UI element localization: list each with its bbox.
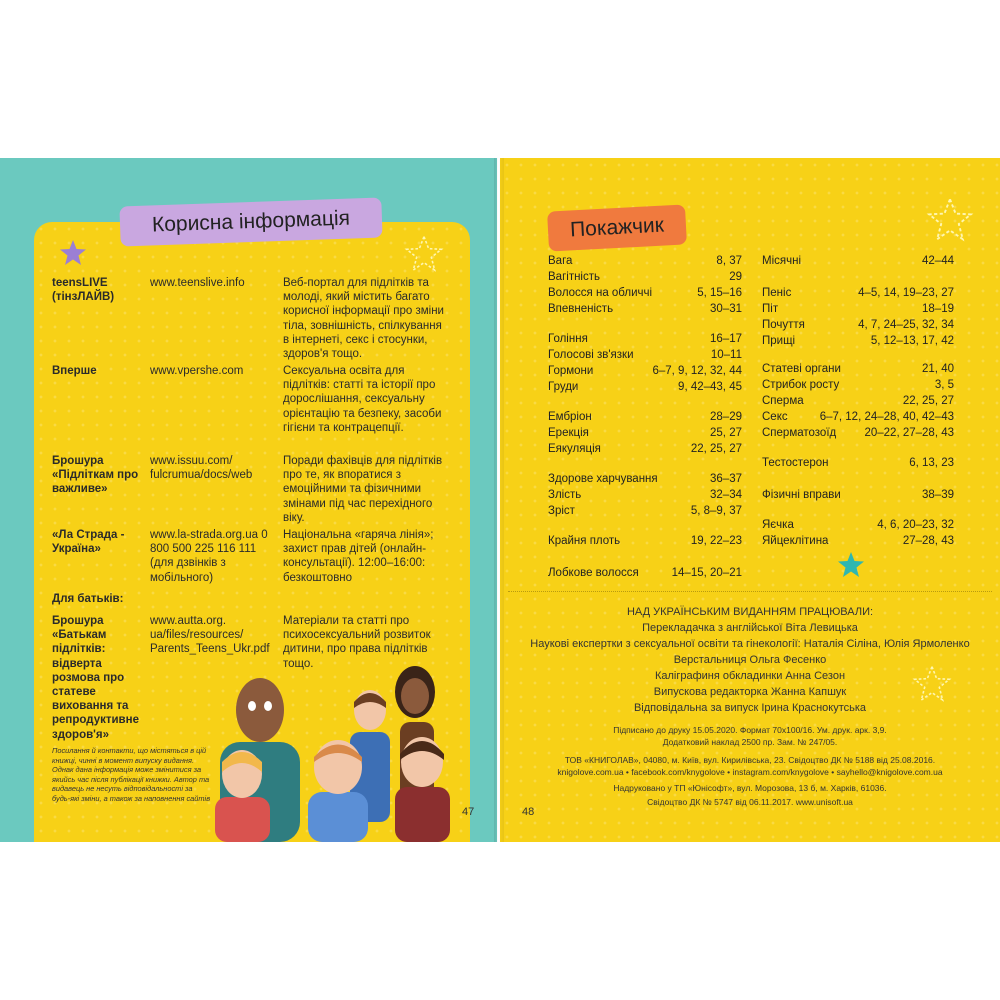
index-entry: Ембріон 28–29	[548, 411, 742, 423]
divider	[508, 591, 992, 592]
index-entry: Яєчка 4, 6, 20–23, 32	[762, 519, 954, 531]
resource-description: Національна «гаряча лінія»; захист прав дітей (онлайн-консультації). 12:00–16:00: безкоштовно	[283, 529, 434, 584]
resource-name: Брошура «Підліткам про важливе»	[52, 455, 139, 496]
imprint-line: knigolove.com.ua • facebook.com/knygolove • instagram.com/knygolove • sayhello@knigolove.com.ua	[557, 767, 943, 777]
index-entry: Вага 8, 37	[548, 255, 742, 267]
imprint-line: Свідоцтво ДК № 5747 від 06.11.2017. www.unisoft.ua	[647, 797, 853, 807]
imprint-line: ТОВ «КНИГОЛАВ», 04080, м. Київ, вул. Кирилівська, 23. Свідоцтво ДК № 5188 від 25.08.2016.	[564, 755, 936, 765]
index-entry: Крайня плоть 19, 22–23	[548, 535, 742, 547]
index-entry: Гоління 16–17	[548, 333, 742, 345]
imprint-line: Підписано до друку 15.05.2020. Формат 70x100/16. Ум. друк. арк. 3,9.	[613, 725, 887, 735]
credit-line: Випускова редакторка Жанна Капшук	[653, 686, 847, 698]
index-entry: Впевненість 30–31	[548, 303, 742, 315]
index-entry: Здорове харчування 36–37	[548, 473, 742, 485]
index-entry: Місячні 42–44	[762, 255, 954, 267]
resource-description: Веб-портал для підлітків та молоді, який містить багато корисної інформації про зміни тіла, зовнішність, спілкування в інтернеті, секс і стосунки, здоров'я тощо.	[283, 277, 444, 361]
book-spread	[0, 158, 1000, 842]
purple-star-icon	[58, 238, 88, 268]
credit-line: Каліграфиня обкладинки Анна Сезон	[654, 670, 846, 682]
index-entry: Тестостерон 6, 13, 23	[762, 457, 954, 469]
index-entry: Ерекція 25, 27	[548, 427, 742, 439]
index-entry: Прищі 5, 12–13, 17, 42	[762, 335, 954, 347]
index-entry: Сперматозоїд 20–22, 27–28, 43	[762, 427, 954, 439]
section-title-useful-info: Корисна інформація	[119, 197, 382, 246]
teenagers-illustration	[200, 662, 460, 842]
index-entry: Вагітність 29	[548, 271, 742, 283]
page-number: 47	[462, 806, 475, 818]
outline-star-icon	[404, 234, 444, 274]
disclaimer-text: Посилання й контакти, що містяться в цій книжці, чинні в момент випуску видання. Однак дана інформація може змінитися за якийсь час після публікації книжки. Автор та видавець не несуть відповідальності за будь-які зміни, а також за наповнення сайтів	[52, 746, 211, 803]
credit-line: Відповідальна за випуск Ірина Краснокутська	[633, 702, 867, 714]
teal-star-icon	[836, 550, 866, 580]
imprint-line: Додатковий наклад 2500 пр. Зам. № 247/05.	[662, 737, 838, 747]
index-entry: Голосові зв'язки 10–11	[548, 349, 742, 361]
imprint-line: Надруковано у ТП «Юнісофт», вул. Морозова, 13 б, м. Харків, 61036.	[613, 783, 887, 793]
index-entry: Груди 9, 42–43, 45	[548, 381, 742, 393]
parents-heading: Для батьків:	[52, 593, 124, 605]
page-number: 48	[522, 806, 535, 818]
index-entry: Гормони 6–7, 9, 12, 32, 44	[548, 365, 742, 377]
index-entry: Почуття 4, 7, 24–25, 32, 34	[762, 319, 954, 331]
index-entry: Лобкове волосся 14–15, 20–21	[548, 567, 742, 579]
book-gutter	[494, 158, 504, 842]
page-left	[0, 158, 497, 842]
resource-url[interactable]: www.la-strada.org.ua 0 800 500 225 116 111 (для дзвінків з мобільного)	[150, 529, 268, 584]
page-right	[500, 158, 1000, 842]
credit-line: Верстальниця Ольга Фесенко	[673, 654, 827, 666]
index-entry: Секс 6–7, 12, 24–28, 40, 42–43	[762, 411, 954, 423]
index-entry: Фізичні вправи 38–39	[762, 489, 954, 501]
resource-name: Вперше	[52, 365, 97, 377]
index-entry: Зріст 5, 8–9, 37	[548, 505, 742, 517]
index-entry: Стрибок росту 3, 5	[762, 379, 954, 391]
index-entry: Статеві органи 21, 40	[762, 363, 954, 375]
credit-line: Наукові експертки з сексуальної освіти та гінекології: Наталія Сіліна, Юлія Ярмоленко	[530, 638, 970, 650]
index-entry: Пеніс 4–5, 14, 19–23, 27	[762, 287, 954, 299]
index-entry: Волосся на обличчі 5, 15–16	[548, 287, 742, 299]
resource-url[interactable]: www.autta.org. ua/files/resources/ Parents_Teens_Ukr.pdf	[150, 615, 270, 656]
credit-line: Перекладачка з англійської Віта Левицька	[642, 622, 858, 634]
resource-url[interactable]: www.teenslive.info	[150, 277, 245, 289]
section-title-index: Покажчик	[547, 204, 687, 251]
resource-description: Матеріали та статті про психосексуальний розвиток дитини, про права підлітків тощо.	[283, 615, 431, 670]
index-entry: Яйцеклітина 27–28, 43	[762, 535, 954, 547]
credits-heading: НАД УКРАЇНСЬКИМ ВИДАННЯМ ПРАЦЮВАЛИ:	[626, 606, 874, 618]
resource-description: Поради фахівців для підлітків про те, як впоратися з емоційними та фізичними змінами під час перехідного віку.	[283, 455, 443, 524]
resource-description: Сексуальна освіта для підлітків: статті та історії про дорослішання, сексуальну орієнтацію та безпеку, засоби гігієни та контрацепції.	[283, 365, 442, 434]
index-entry: Піт 18–19	[762, 303, 954, 315]
index-entry: Сперма 22, 25, 27	[762, 395, 954, 407]
outline-star-icon	[926, 196, 974, 244]
index-entry: Еякуляція 22, 25, 27	[548, 443, 742, 455]
resource-name: teensLIVE (тінзЛАЙВ)	[52, 277, 115, 304]
resource-name: Брошура «Батькам підлітків: відверта розмова про статеве виховання та репродуктивне здоров'я»	[52, 615, 139, 741]
resource-url[interactable]: www.issuu.com/ fulcrumua/docs/web	[150, 455, 253, 482]
index-entry: Злість 32–34	[548, 489, 742, 501]
resource-url[interactable]: www.vpershe.com	[150, 365, 244, 377]
resource-name: «Ла Страда - Україна»	[52, 529, 125, 556]
